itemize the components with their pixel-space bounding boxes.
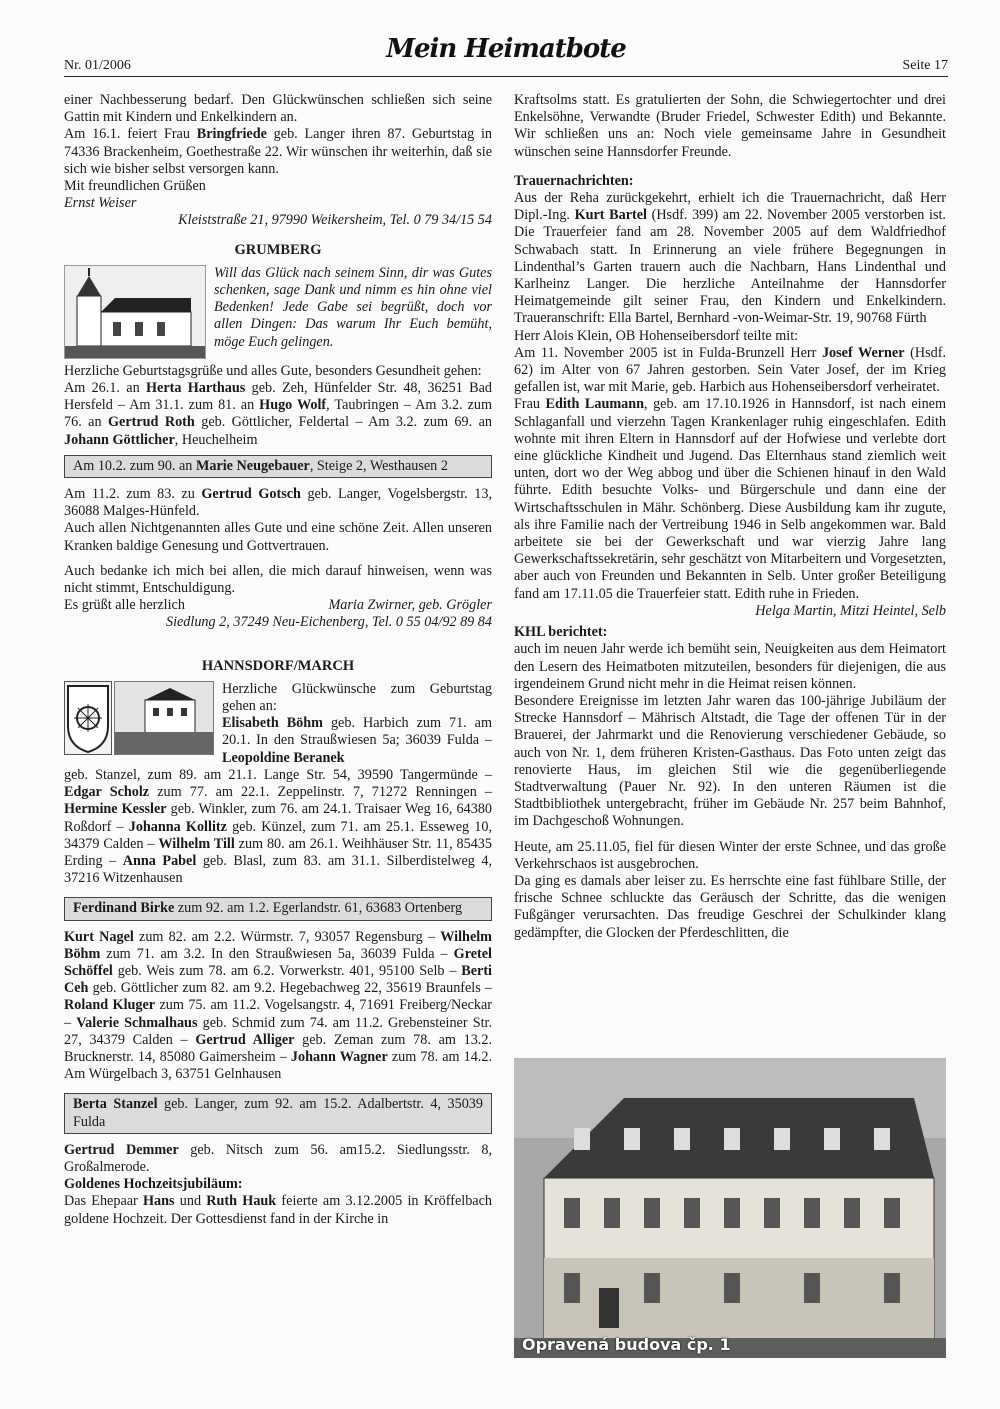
paragraph: Am 11. November 2005 ist in Fulda-Brunzell Herr Josef Werner (Hsdf. 62) im Alter von 67 Jahren gestorben. Sein Vater Josef, der im Krieg gefallen ist, war mit Marie, geb. Harbich aus Hohenseibersdorf verheiratet. [514,344,946,396]
castle-illustration [114,681,214,755]
paragraph: geb. Stanzel, zum 89. am 21.1. Lange Str. 54, 39590 Tangermünde – Edgar Scholz zum 77. am 22.1. Zeppelinstr. 7, 71272 Renningen – Hermine Kessler geb. Winkler, zum 76. am 24.1. Traisaer Weg 16, 64380 Roßdorf – Johanna Kollitz geb. Künzel, zum 71. am 25.1. Esseweg 10, 34379 Calden – Wilhelm Till zum 80. am 26.1. Weihhäuser Str. 11, 85435 Erding – Anna Pabel geb. Blasl, zum 83. am 31.1. Silberdistelweg 4, 37216 Witzenhausen [64,766,493,887]
paragraph: Herzliche Geburtstagsgrüße und alles Gute, besonders Gesundheit gehen: [64,362,482,379]
highlight-box: Ferdinand Birke zum 92. am 1.2. Egerlandstr. 61, 63683 Ortenberg [64,897,492,920]
paragraph: Elisabeth Böhm geb. Harbich zum 71. am 20.1. In den Straußwiesen 5a; 36039 Fulda – Leopoldine Beranek [222,715,493,766]
paragraph: Heute, am 25.11.05, fiel für diesen Winter der erste Schnee, und das große Verkehrschaos ist ausgebrochen. [514,838,946,872]
section-title-grumberg: GRUMBERG [234,241,322,258]
section-title-hannsdorf: HANNSDORF/MARCH [201,657,355,674]
paragraph: Auch allen Nichtgenannten alles Gute und eine schöne Zeit. Allen unseren Kranken baldige Genesung und Gottvertrauen. [64,520,492,554]
highlight-box: Berta Stanzel geb. Langer, zum 92. am 15.2. Adalbertstr. 4, 35039 Fulda [64,1093,492,1133]
subheading-golden-wedding: Goldenes Hochzeitsjubiläum: [64,1176,243,1193]
signature-address: Kleiststraße 21, 97990 Weikersheim, Tel. 0 79 34/15 54 [178,212,492,229]
issue-number: Nr. 01/2006 [64,58,131,73]
signature-name: Ernst Weiser [64,195,137,212]
grumberg-quote: Will das Glück nach seinem Sinn, dir was Gutes schenken, sage Dank und nimm es hin ohne viel Bedenken! Jede Gabe sei begrüßt, doch vor allen Dingen: Das warum Ihr Euch bemüht, möge Euch gelingen. [214,264,492,350]
paragraph: Am 26.1. an Herta Harthaus geb. Zeh, Hünfelder Str. 48, 36251 Bad Hersfeld – Am 31.1. zum 81. an Hugo Wolf, Taubringen – Am 3.2. zum 76. an Gertrud Roth geb. Göttlicher, Feldertal – Am 3.2. zum 69. an Johann Göttlicher, Heuchelheim [64,380,492,448]
highlight-box: Am 10.2. zum 90. an Marie Neugebauer, Steige 2, Westhausen 2 [64,455,492,478]
signature: Helga Martin, Mitzi Heintel, Selb [755,602,946,619]
paragraph: Das Ehepaar Hans und Ruth Hauk feierte am 3.12.2005 in Kröffelbach goldene Hochzeit. Der Gottesdienst fand in der Kirche in [64,1193,492,1227]
paragraph: Am 11.2. zum 83. zu Gertrud Gotsch geb. Langer, Vogelsbergstr. 13, 36088 Malges-Hünfeld. [64,486,492,520]
paragraph: Auch bedanke ich mich bei allen, die mich darauf hinweisen, wenn was nicht stimmt, Entschuldigung. [64,562,492,597]
coat-of-arms-icon [64,681,112,755]
building-image [514,1058,946,1358]
subheading-obituaries: Trauernachrichten: [514,172,634,189]
hannsdorf-intro [64,681,492,767]
subheading-khl: KHL berichtet: [514,624,608,641]
grumberg-intro [64,265,492,359]
paragraph: auch im neuen Jahr werde ich bemüht sein, Neuigkeiten aus dem Heimatort den Lesern des Heimatboten mitzuteilen, besonders für diejenigen, die aus irgendeinem Grund nicht mehr in die Heimat reisen können. [514,641,946,692]
signature-row: Es grüßt alle herzlich Maria Zwirner, geb. Grögler [64,597,492,614]
masthead-logo: Mein Heimatbote [386,34,626,64]
paragraph: Kurt Nagel zum 82. am 2.2. Würmstr. 7, 93057 Regensburg – Wilhelm Böhm zum 71. am 3.2. In den Straußwiesen 5a, 36039 Fulda – Gretel Schöffel geb. Weis zum 78. am 6.2. Vorwerkstr. 401, 95100 Selb – Berti Ceh geb. Göttlicher zum 82. am 9.2. Hegebachweg 22, 35619 Braunfels – Roland Kluger zum 75. am 11.2. Vogelsangstr. 4, 71691 Freiberg/Neckar – Valerie Schmalhaus geb. Schmid zum 74. am 11.2. Grebensteiner Str. 27, 34379 Calden – Gertrud Alliger geb. Zeman zum 78. am 13.2. Brucknerstr. 14, 85080 Gaimersheim – Johann Wagner zum 78. am 14.2. Am Würgelbach 3, 63751 Gelnhausen [64,928,493,1083]
header-rule [64,76,948,77]
building-photo [514,1058,946,1358]
signature-address: Siedlung 2, 37249 Neu-Eichenberg, Tel. 0 55 04/92 89 84 [165,614,492,631]
paragraph: Kraftsolms statt. Es gratulierten der Sohn, die Schwiegertochter und drei Enkelsöhne, Verwandte (Bruder Friedel, Schwester Edith) und Bekannte. Wir schließen uns an: Noch viele gemeinsame Jahre in Gesundheit wünschen seine Hannsdorfer Freunde. [514,92,946,160]
paragraph: Aus der Reha zurückgekehrt, erhielt ich die Trauernachricht, daß Herr Dipl.-Ing. Kurt Bartel (Hsdf. 399) am 22. November 2005 verstorben ist. Die Trauerfeier fand am 28. November 2005 auf dem Waldfriedhof Schwabach statt. In Erinnerung an viele frühere Begegnungen in Lindenthal’s Garten trauern auch die Nachbarn, Hans Lindenthal und Karlheinz Langer. Die herzliche Anteilnahme der Hannsdorfer Heimatgemeinde gilt seiner Frau, den Kindern und Enkelkindern. Traueranschrift: Ella Bartel, Bernhard -von-Weimar-Str. 19, 90768 Fürth [514,190,946,327]
photo-caption: Opravená budova čp. 1 [522,1335,731,1354]
paragraph: Frau Edith Laumann, geb. am 17.10.1926 in Hannsdorf, ist nach einem Schlaganfall und vierzehn Tagen Krankenlager ruhig eingeschlafen. Edith wohnte mit ihren Eltern in Hannsdorf auf der Hofwiese und verlebte dort eine glückliche Kindheit und Jugend. Das Elternhaus stand ziemlich weit unten, dort wo der Weg abbog und über die Schienen hinauf in den Wald führte. Edith besuchte Volks- und Bürgerschule und dann eine der Wirtschaftsschulen in Mähr. Schönberg. Diese Ausbildung kam ihr zugute, als ihre Familie nach der Vertreibung 1946 in Selb angekommen war. Bald arbeitete sie bei der Gewerkschaft und war vierzig Jahre lang Gewerkschaftssekretärin, sehr geschätzt von Mitarbeitern und Vorgesetzten, aber auch von Freunden und Bekannten in Selb. Unter großer Beteiligung fand am 17.11.05 die Trauerfeier statt. Edith ruhe in Frieden. [514,396,946,602]
paragraph: Herzliche Glückwünsche zum Geburtstag gehen an: [222,680,492,715]
paragraph: Da ging es damals aber leiser zu. Es herrschte eine fast fühlbare Stille, der frische Schnee schluckte das Geräusch der Schritte, das die wenigen Fußgänger verursachten. Das freudige Geschrei der Schulkinder klang gedämpfter, die Glocken der Pferdeschlitten, die [514,872,946,941]
right-column [514,92,946,942]
paragraph: Besondere Ereignisse im letzten Jahr waren das 100-jährige Jubiläum der Strecke Hannsdorf – Mährisch Altstadt, die Tage der offenen Tür in der Brauerei, der Jahrmarkt und die Renovierung verschiedener Gebäude, so auch von Nr. 1, dem früheren Kristen-Gasthaus. Das Foto unten zeigt das renovierte Haus, im gleichen Stil wie die gegenüberliegende Stadtverwaltung (Pauer Nr. 92). In den unteren Räumen ist die Stadtbibliothek untergebracht, früher im Gebäude Nr. 257 beim Bahnhof, im Dachgeschoß Wohnungen. [514,692,946,830]
greeting: Mit freundlichen Grüßen [64,178,206,195]
paragraph: Gertrud Demmer geb. Nitsch zum 56. am15.2. Siedlungsstr. 8, Großalmerode. [64,1141,492,1175]
church-illustration [64,265,206,359]
paragraph: Herr Alois Klein, OB Hohenseibersdorf teilte mit: [514,327,799,344]
paragraph: einer Nachbesserung bedarf. Den Glückwünschen schließen sich seine Gattin mit Kindern und Enkelkindern an. [64,92,492,126]
left-column [64,92,492,1228]
page-header [64,34,948,76]
paragraph: Am 16.1. feiert Frau Bringfriede geb. Langer ihren 87. Geburtstag in 74336 Brackenheim, Goethestraße 22. Wir wünschen ihr weiterhin, daß sie sich wie bisher selbst versorgen kann. [64,126,492,177]
page-number: Seite 17 [902,58,948,73]
